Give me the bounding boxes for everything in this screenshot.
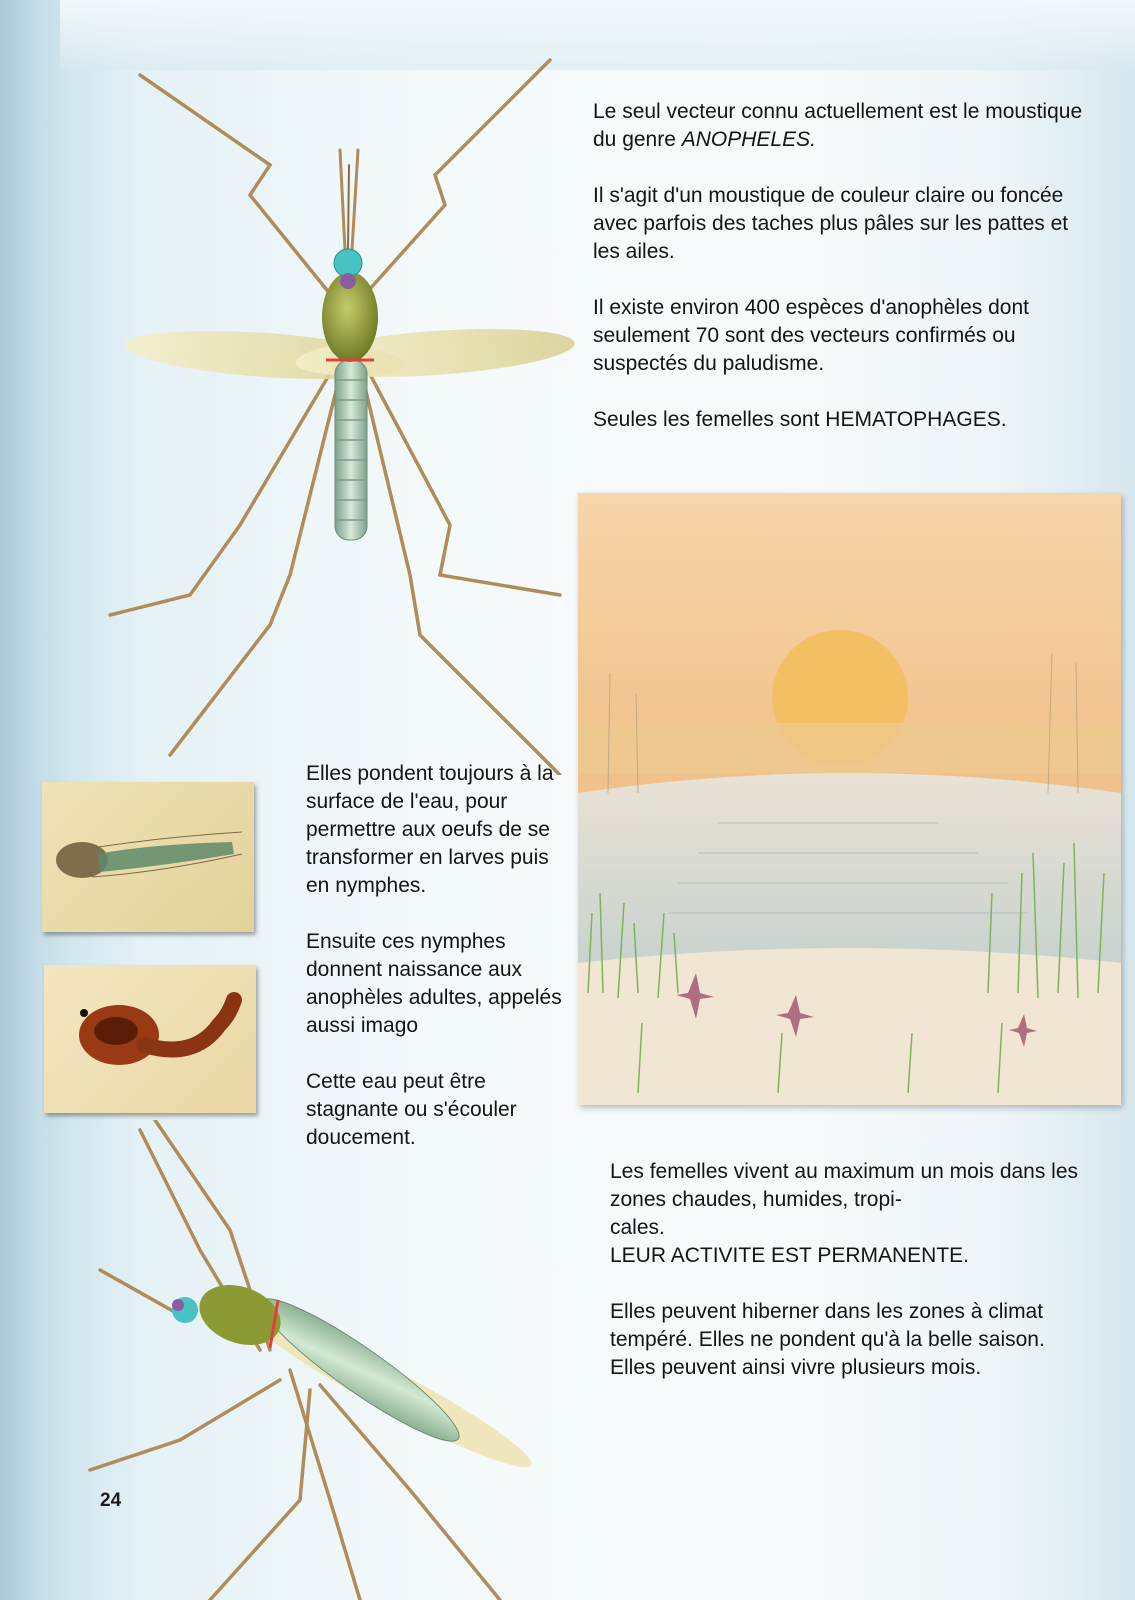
lifespan-paragraph-1: Les femelles vivent au maximum un mois dans les zones chaudes, humides, tropi- cales. LEUR ACTIVITE EST PERMANENTE. [610,1160,1079,1267]
genus-name: ANOPHELES. [681,128,816,151]
adult-mosquito-illustration [90,55,590,775]
intro-paragraph-1-text: Le seul vecteur connu actuellement est le moustique du genre [593,100,1083,151]
life-cycle-paragraph-1: Elles pondent toujours à la surface de l'eau, pour permettre aux oeufs de se transformer en larves puis en nymphes. [306,762,554,897]
resting-mosquito-illustration [80,1120,600,1600]
intro-paragraph-1 [593,98,1083,154]
lifespan-paragraph-2: Elles peuvent hiberner dans les zones à climat tempéré. Elles ne pondent qu'à la belle saison. Elles peuvent ainsi vivre plusieurs mois. [610,1300,1045,1379]
life-cycle-paragraph-2: Ensuite ces nymphes donnent naissance aux anophèles adultes, appelés aussi imago [306,930,562,1037]
lifespan-text-block [610,1158,1080,1382]
intro-text-block [593,98,1083,434]
page-number: 24 [100,1490,122,1511]
pupa-photo [44,965,256,1113]
intro-paragraph-2: Il s'agit d'un moustique de couleur claire ou foncée avec parfois des taches plus pâles sur les pattes et les ailes. [593,184,1069,263]
life-cycle-paragraph-3: Cette eau peut être stagnante ou s'écouler doucement. [306,1070,517,1149]
swamp-sunset-painting [578,493,1121,1105]
larva-photo [42,782,254,932]
intro-paragraph-4: Seules les femelles sont HEMATOPHAGES. [593,408,1007,431]
life-cycle-text-block [306,760,576,1152]
intro-paragraph-3: Il existe environ 400 espèces d'anophèles dont seulement 70 sont des vecteurs confirmés ou suspectés du paludisme. [593,296,1029,375]
